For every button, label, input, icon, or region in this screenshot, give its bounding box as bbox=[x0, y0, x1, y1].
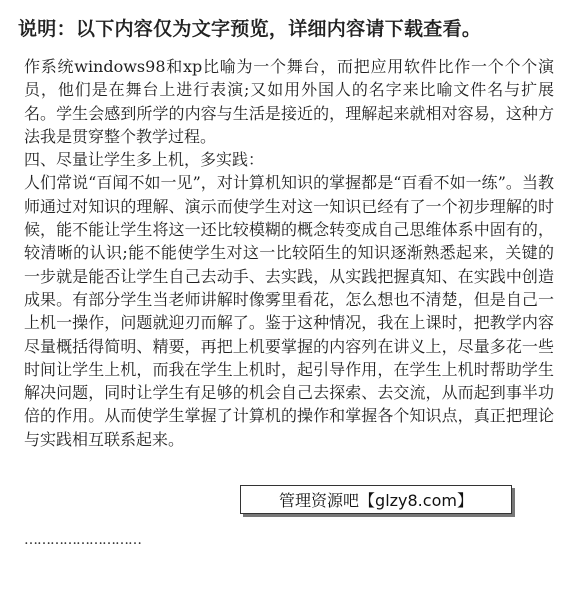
paragraph-1: 作系统windows98和xp比喻为一个舞台，而把应用软件比作一个个个演员，他们是在舞台上进行表演;又如用外国人的名字来比喻文件名与扩展名。学生会感到所学的内容与生活是接近的，理解起来就相对容易，这种方法我是贯穿整个教学过程。 bbox=[24, 57, 554, 146]
watermark-badge: 管理资源吧【glzy8.com】 bbox=[240, 485, 512, 514]
paragraph-2: 人们常说“百闻不如一见”，对计算机知识的掌握都是“百看不如一练”。当教师通过对知识的理解、演示而使学生对这一知识已经有了一个初步理解的时候，能不能让学生将这一还比较模糊的概念转变成自己思维体系中固有的，较清晰的认识;能不能使学生对这一比较陌生的知识逐渐熟悉起来，关键的一步就是能否让学生自己去动手、去实践，从实践把握真知、在实践中创造成果。有部分学生当老师讲解时像雾里看花，怎么想也不清楚，但是自己一上机一操作，问题就迎刃而解了。鉴于这种情况，我在上课时，把教学内容尽量概括得简明、精要，再把上机要掌握的内容列在讲义上，尽量多花一些时间让学生上机，而我在学生上机时，起引导作用，在学生上机时帮助学生解决问题，同时让学生有足够的机会自己去探索、去交流，从而起到事半功倍的作用。从而使学生掌握了计算机的操作和掌握各个知识点，真正把理论与实践相互联系起来。 bbox=[24, 173, 554, 449]
document-body bbox=[24, 55, 554, 451]
section-heading-4: 四、尽量让学生多上机，多实践： bbox=[24, 150, 265, 170]
preview-notice: 说明：以下内容仅为文字预览，详细内容请下载查看。 bbox=[18, 18, 482, 40]
ellipsis-line: ……………………… bbox=[24, 532, 141, 548]
